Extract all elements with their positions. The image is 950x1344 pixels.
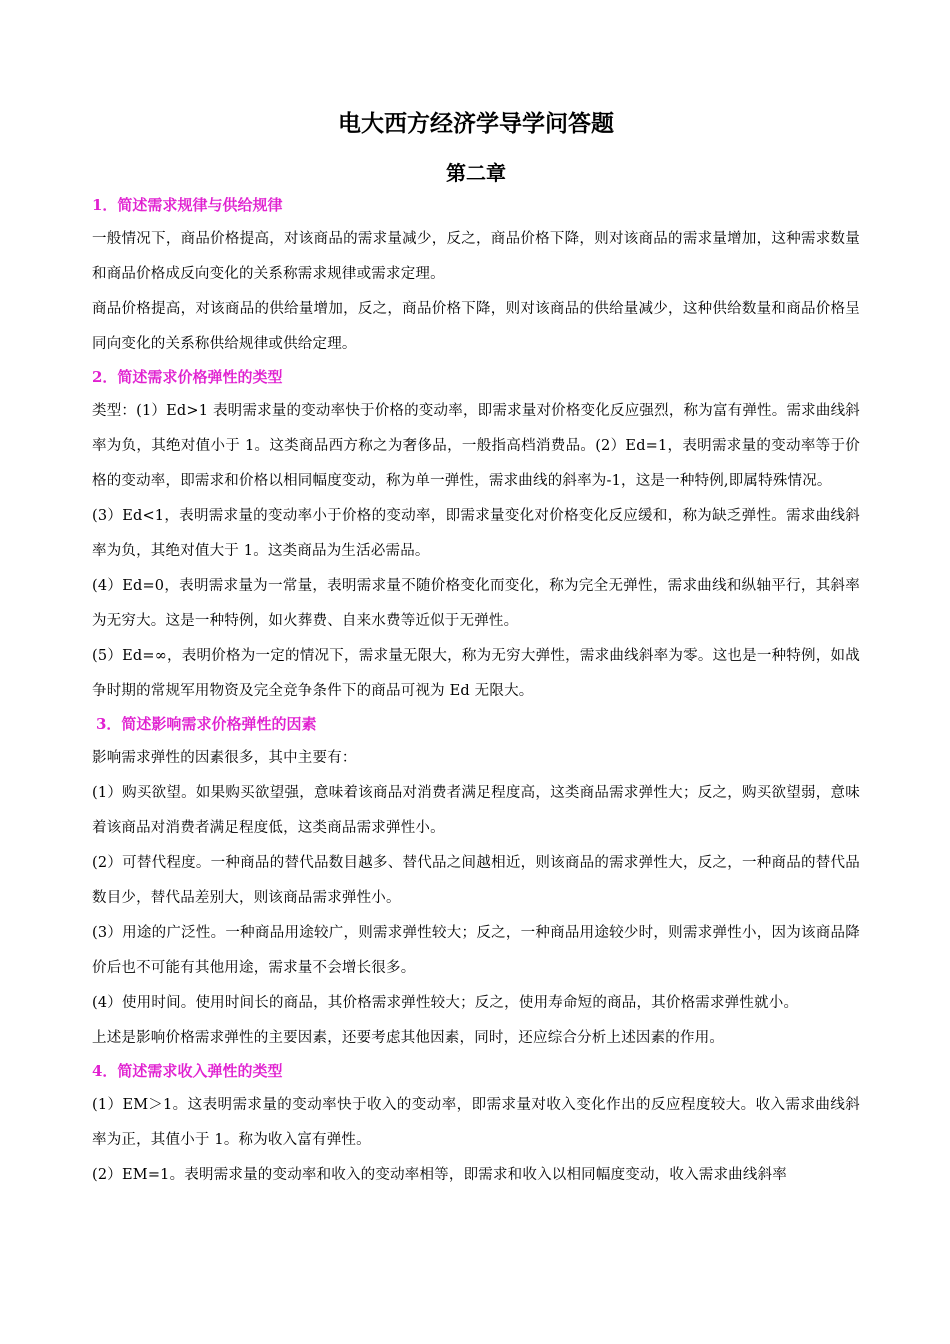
document-title: 电大西方经济学导学问答题 [338, 110, 614, 137]
paragraph: (3）Ed<1，表明需求量的变动率小于价格的变动率，即需求量变化对价格变化反应缓和，称为缺乏弹性。需求曲线斜率为负，其绝对值大于 1。这类商品为生活必需品。 [92, 508, 860, 559]
section-4 [92, 1060, 860, 1193]
section-heading: 3．简述影响需求价格弹性的因素 [96, 715, 317, 733]
section-1 [92, 194, 860, 362]
section-3 [92, 713, 860, 1056]
paragraph: (3）用途的广泛性。一种商品用途较广，则需求弹性较大；反之，一种商品用途较少时，则需求弹性小，因为该商品降价后也不可能有其他用途，需求量不会增长很多。 [92, 925, 860, 976]
section-heading: 4．简述需求收入弹性的类型 [92, 1062, 283, 1080]
paragraph: (4）使用时间。使用时间长的商品，其价格需求弹性较大；反之，使用寿命短的商品，其价格需求弹性就小。 [92, 995, 799, 1011]
chapter-title: 第二章 [446, 161, 506, 185]
document-page [92, 104, 860, 1193]
paragraph: 商品价格提高，对该商品的供给量增加，反之，商品价格下降，则对该商品的供给量减少，这种供给数量和商品价格呈同向变化的关系称供给规律或供给定理。 [92, 301, 860, 352]
paragraph: 一般情况下，商品价格提高，对该商品的需求量减少，反之，商品价格下降，则对该商品的需求量增加，这种需求数量和商品价格成反向变化的关系称需求规律或需求定理。 [92, 231, 860, 282]
paragraph: (2）EM=1。表明需求量的变动率和收入的变动率相等，即需求和收入以相同幅度变动，收入需求曲线斜率 [92, 1167, 787, 1183]
paragraph: 上述是影响价格需求弹性的主要因素，还要考虑其他因素，同时，还应综合分析上述因素的作用。 [92, 1030, 725, 1046]
paragraph: (1）购买欲望。如果购买欲望强，意味着该商品对消费者满足程度高，这类商品需求弹性大；反之，购买欲望弱，意味着该商品对消费者满足程度低，这类商品需求弹性小。 [92, 785, 860, 836]
section-heading: 2．简述需求价格弹性的类型 [92, 368, 283, 386]
paragraph: (4）Ed=0，表明需求量为一常量，表明需求量不随价格变化而变化，称为完全无弹性，需求曲线和纵轴平行，其斜率为无穷大。这是一种特例，如火葬费、自来水费等近似于无弹性。 [92, 578, 860, 629]
paragraph: (2）可替代程度。一种商品的替代品数目越多、替代品之间越相近，则该商品的需求弹性大，反之，一种商品的替代品数目少，替代品差别大，则该商品需求弹性小。 [92, 855, 860, 906]
section-2 [92, 366, 860, 709]
section-heading: 1．简述需求规律与供给规律 [92, 196, 283, 214]
paragraph: (1）EM＞1。这表明需求量的变动率快于收入的变动率，即需求量对收入变化作出的反应程度较大。收入需求曲线斜率为正，其值小于 1。称为收入富有弹性。 [92, 1097, 860, 1148]
paragraph: (5）Ed=∞，表明价格为一定的情况下，需求量无限大，称为无穷大弹性，需求曲线斜率为零。这也是一种特例，如战争时期的常规军用物资及完全竞争条件下的商品可视为 Ed 无限大。 [92, 648, 860, 699]
paragraph: 类型：(1）Ed>1 表明需求量的变动率快于价格的变动率，即需求量对价格变化反应强烈，称为富有弹性。需求曲线斜率为负，其绝对值小于 1。这类商品西方称之为奢侈品，一般指高档消费品。(2）Ed=1，表明需求量的变动率等于价格的变动率，即需求和价格以相同幅度变动，称为单一弹性，需求曲线的斜率为-1，这是一种特例,即属特殊情况。 [92, 403, 860, 489]
paragraph: 影响需求弹性的因素很多，其中主要有： [92, 750, 357, 766]
